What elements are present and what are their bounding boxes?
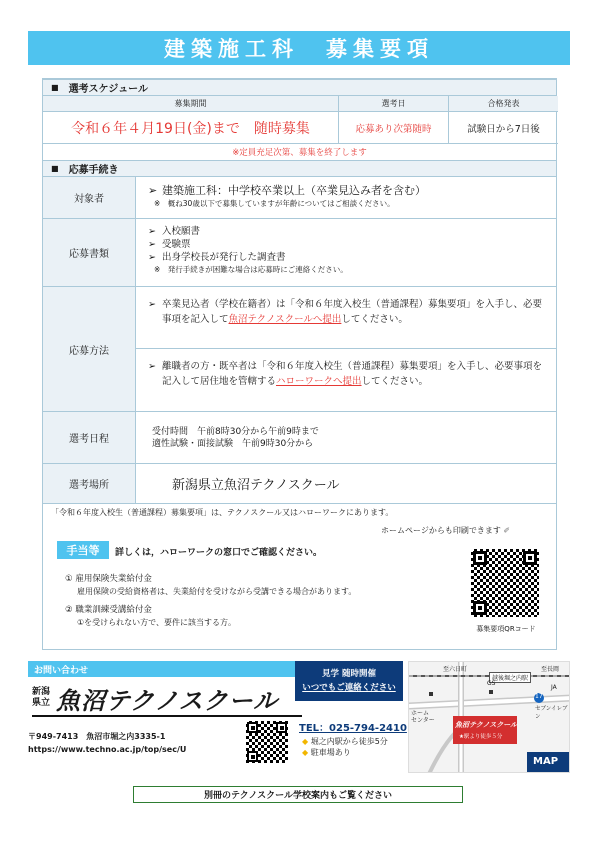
schedule-heading-text: 選考スケジュール <box>68 84 148 95</box>
schedule-col-period: 募集期間 <box>43 96 339 112</box>
target-label: 対象者 <box>43 177 136 219</box>
arrow-bullet-icon: ➢ <box>148 252 156 263</box>
map-label-city2: 至長岡 <box>541 666 560 673</box>
method-label: 応募方法 <box>43 287 136 412</box>
place-label: 選考場所 <box>43 464 136 504</box>
arrow-bullet-icon: ➢ <box>148 299 156 310</box>
map-label-home-center: ホーム センター <box>411 710 435 724</box>
arrow-bullet-icon: ➢ <box>148 184 158 197</box>
map-label-station: 越後堀之内駅 <box>489 672 531 683</box>
allowance-item-2-title: ② 職業訓練受講給付金 <box>65 605 152 615</box>
schedule-period-value: 令和６年４月19日(金)まで 随時募集 <box>43 112 339 144</box>
document-item: ➢ 出身学校長が発行した調査書 <box>148 252 286 263</box>
visit-box: 見学 随時開催 いつでもご連絡ください <box>295 661 403 701</box>
date-line-1: 受付時間 午前8時30分から午前9時まで <box>152 427 319 437</box>
schedule-heading <box>43 79 556 96</box>
telephone[interactable]: TEL：025-794-2410 <box>299 723 407 734</box>
address: 〒949-7413 魚沼市堀之内3335-1 <box>28 732 166 741</box>
access-map[interactable] <box>408 661 570 773</box>
allowance-headline: 詳しくは，ハローワークの窓口でご確認ください。 <box>115 548 323 558</box>
arrow-bullet-icon: ➢ <box>148 226 156 237</box>
method-item-2: ➢ 離職者の方・既卒者は「令和６年度入校生（普通課程）募集要項」を入手し、必要事項を記入して居住地を管轄するハローワークへ提出してください。 <box>148 361 543 387</box>
place-value: 新潟県立魚沼テクノスクール <box>136 464 557 504</box>
map-label-ja: JA <box>551 684 557 691</box>
documents-note: ※ 発行手続きが困難な場合は応募時にご連絡ください。 <box>154 265 348 274</box>
arrow-bullet-icon: ➢ <box>148 239 156 250</box>
method-body-2 <box>136 349 557 412</box>
target-body <box>136 177 557 219</box>
website-url[interactable]: https://www.techno.ac.jp/top/sec/U <box>28 745 187 754</box>
school-logo: 魚沼テクノスクール <box>56 686 279 715</box>
hello-work-submit-link: ハローワークへ提出 <box>276 376 362 387</box>
techno-school-submit-link: 魚沼テクノスクールへ提出 <box>228 314 342 325</box>
target-note: ※ 概ね30歳以下で募集していますが年齢についてはご相談ください。 <box>154 199 395 208</box>
recruitment-qr-code[interactable] <box>471 549 539 617</box>
document-item: ➢ 受験票 <box>148 239 191 250</box>
diamond-bullet-icon: ◆ <box>302 748 309 757</box>
qr-label: 募集要項QRコード <box>476 625 536 633</box>
map-badge: MAP <box>533 756 559 767</box>
contact-label: お問い合わせ <box>28 661 298 677</box>
application-heading <box>43 160 556 177</box>
date-body <box>136 412 557 464</box>
allowance-item-2-desc: ①を受けられない方で、要件に該当する方。 <box>77 618 237 627</box>
square-bullet-icon: ■ <box>51 83 59 92</box>
page-title: 建築施工科 募集要項 <box>28 31 570 65</box>
diamond-bullet-icon: ◆ <box>302 737 309 746</box>
schedule-notice: ※定員充足次第、募集を終了します <box>232 148 367 158</box>
date-label: 選考日程 <box>43 412 136 464</box>
application-heading-text: 応募手続き <box>68 165 119 176</box>
access-info: ◆ 堀之内駅から徒歩5分 ◆ 駐車場あり <box>302 737 388 757</box>
homepage-note: ホームページからも印刷できます ✐ <box>381 526 511 535</box>
recruitment-details <box>42 78 557 650</box>
method-item-1: ➢ 卒業見込者（学校在籍者）は「令和６年度入校生（普通課程）募集要項」を入手し、必要事項を記入して魚沼テクノスクールへ提出してください。 <box>148 299 543 325</box>
method-body-1 <box>136 287 557 349</box>
prefecture-label: 新潟 県立 <box>32 687 51 708</box>
map-label-seven: セブンイレブン <box>535 706 568 720</box>
map-school-sub: ★駅より徒歩５分 <box>459 734 503 740</box>
allowance-item-1-title: ① 雇用保険失業給付金 <box>65 574 152 584</box>
arrow-bullet-icon: ➢ <box>148 361 156 372</box>
schedule-exam-value: 応募あり次第随時 <box>339 112 449 144</box>
map-label-city1: 至六日町 <box>443 666 468 673</box>
allowance-badge: 手当等 <box>57 541 109 559</box>
square-bullet-icon: ■ <box>51 164 59 173</box>
website-qr-code[interactable] <box>246 721 288 763</box>
date-line-2: 適性試験・面接試験 午前9時30分から <box>152 439 314 449</box>
document-item: ➢ 入校願書 <box>148 226 201 237</box>
map-school-name: 魚沼テクノスクール <box>455 721 518 729</box>
schedule-result-value: 試験日から7日後 <box>449 112 558 144</box>
map-label-gs: GS <box>487 680 496 687</box>
target-item: ➢ 建築施工科：中学校卒業以上（卒業見込み者を含む） <box>148 184 426 197</box>
allowance-item-1-desc: 雇用保険の受給資格者は、失業給付を受けながら受講できる場合があります。 <box>77 587 357 596</box>
guide-note-text: 「令和６年度入校生（普通課程）募集要項」は、テクノスクール又はハローワークにあります。 <box>51 508 394 517</box>
schedule-col-exam: 選考日 <box>339 96 449 112</box>
logo-underline <box>32 715 302 717</box>
documents-label: 応募書類 <box>43 219 136 287</box>
documents-body <box>136 219 557 287</box>
footer <box>28 661 570 773</box>
schedule-col-result: 合格発表 <box>449 96 558 112</box>
map-route-number: 17 <box>535 693 543 700</box>
pen-icon: ✐ <box>500 526 511 535</box>
bottom-note: 別冊のテクノスクール学校案内もご覧ください <box>133 786 463 803</box>
